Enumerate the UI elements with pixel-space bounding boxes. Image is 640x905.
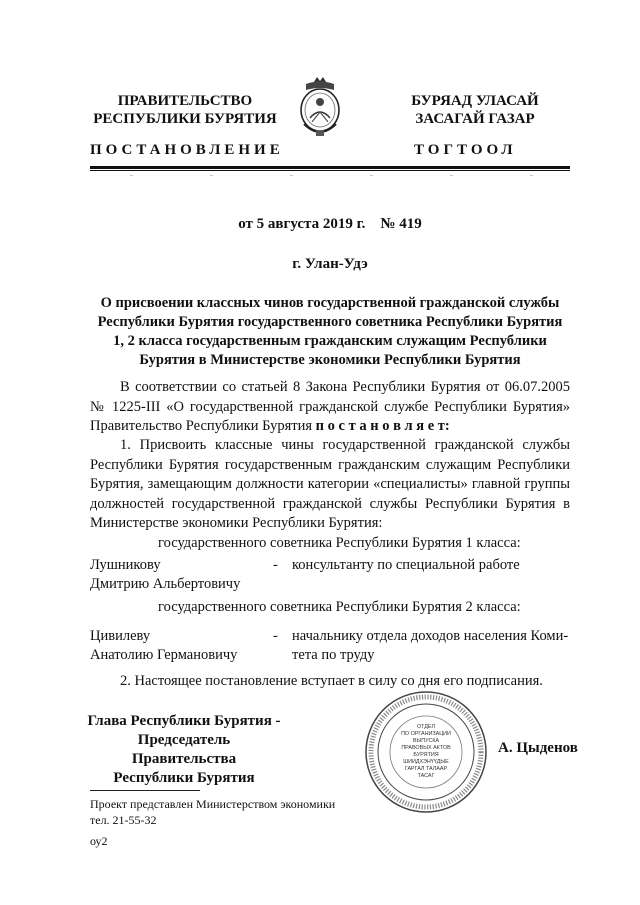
date-number: от 5 августа 2019 г. № 419	[238, 216, 422, 232]
city: г. Улан-Удэ	[292, 256, 368, 272]
signatory-title-line-3: Республики Бурятия	[113, 770, 255, 786]
preamble-decree: п о с т а н о в л я е т:	[315, 418, 450, 434]
header-rule-thick	[90, 166, 570, 169]
doc-type-right: ТОГТООЛ	[414, 142, 517, 158]
seal-line-6: ШИИДХЭНҮҮДЫЕ	[403, 759, 449, 765]
person-2-position	[292, 627, 568, 665]
header-rule-thin	[90, 170, 570, 171]
person-2-name	[90, 627, 237, 665]
header-right-line1: БУРЯАД УЛАСАЙ	[411, 93, 539, 109]
header-left-line2: РЕСПУБЛИКИ БУРЯТИЯ	[93, 111, 277, 127]
header-right-title	[380, 92, 570, 128]
signatory-title-line-2: Председатель Правительства	[131, 732, 237, 767]
title-line-1: О присвоении классных чинов государственной гражданской службы	[100, 295, 560, 311]
seal-line-5: БУРЯТИЯ	[413, 752, 439, 758]
header-dotted-guide	[90, 175, 570, 181]
person-2-position-line-2: тета по труду	[292, 647, 375, 663]
person-1-surname: Лушникову	[90, 557, 161, 573]
coat-of-arms-emblem	[296, 76, 344, 142]
person-1-given-names: Дмитрию Альбертовичу	[90, 576, 241, 592]
person-2-dash: -	[273, 628, 278, 644]
class-1-heading: государственного советника Республики Бурятия 1 класса:	[158, 535, 521, 551]
footer-code: оу2	[90, 834, 108, 848]
person-2-surname: Цивилеву	[90, 628, 151, 644]
item-2-paragraph: 2. Настоящее постановление вступает в силу со дня его подписания.	[120, 673, 543, 689]
title-line-2: Республики Бурятия государственного советника Республики Бурятия	[97, 314, 563, 330]
person-2-given-names: Анатолию Германовичу	[90, 647, 238, 663]
footer-rule	[90, 790, 200, 791]
preamble-paragraph	[90, 378, 570, 437]
seal-line-4: ПРАВОВЫХ АКТОВ	[401, 745, 451, 751]
doc-type-left: ПОСТАНОВЛЕНИЕ	[90, 142, 284, 158]
document-title	[90, 294, 570, 370]
person-1-position: консультанту по специальной работе	[292, 557, 520, 573]
header-left-title	[90, 92, 280, 128]
official-seal	[364, 690, 488, 814]
title-line-4: Бурятия в Министерстве экономики Республики Бурятия	[139, 352, 521, 368]
footer-note	[90, 796, 335, 828]
item-1-paragraph: 1. Присвоить классные чины государственной гражданской службы Республики Бурятия государственным гражданским служащим Республики Бурятия, замещающим должности категории «специалисты» главной группы должностей государственной гражданской службы Республики Бурятия в Министерстве экономики Республики Бурятия:	[90, 437, 570, 531]
person-2-position-line-1: начальнику отдела доходов населения Коми-	[292, 628, 569, 644]
footer-line-1: Проект представлен Министерством экономики	[90, 797, 336, 811]
seal-line-1: ОТДЕЛ	[416, 724, 436, 730]
signatory-title	[84, 712, 284, 788]
seal-line-3: ВЫПУСКА	[412, 738, 440, 744]
header-right-line2: ЗАСАГАЙ ГАЗАР	[415, 111, 535, 127]
signatory-name: А. Цыденов	[498, 740, 578, 756]
person-1-name	[90, 556, 240, 594]
seal-line-8: ТАСАГ	[417, 773, 435, 779]
preamble-text: В соответствии со статьей 8 Закона Республики Бурятия от 06.07.2005 № 1225-III «О государственной гражданской службе Республики Бурятия» Правительство Республики Бурятия	[90, 379, 570, 434]
signatory-title-line-1: Глава Республики Бурятия -	[87, 713, 281, 729]
header-left-line1: ПРАВИТЕЛЬСТВО	[117, 93, 253, 109]
seal-line-7: ГАРГАЛ ТАЛААР	[404, 766, 448, 772]
class-2-heading: государственного советника Республики Бурятия 2 класса:	[158, 599, 521, 615]
person-1-dash: -	[273, 557, 278, 573]
footer-line-2: тел. 21-55-32	[90, 813, 157, 827]
title-line-3: 1, 2 класса государственным гражданским служащим Республики	[113, 333, 547, 349]
seal-line-2: ПО ОРГАНИЗАЦИИ	[401, 731, 451, 737]
